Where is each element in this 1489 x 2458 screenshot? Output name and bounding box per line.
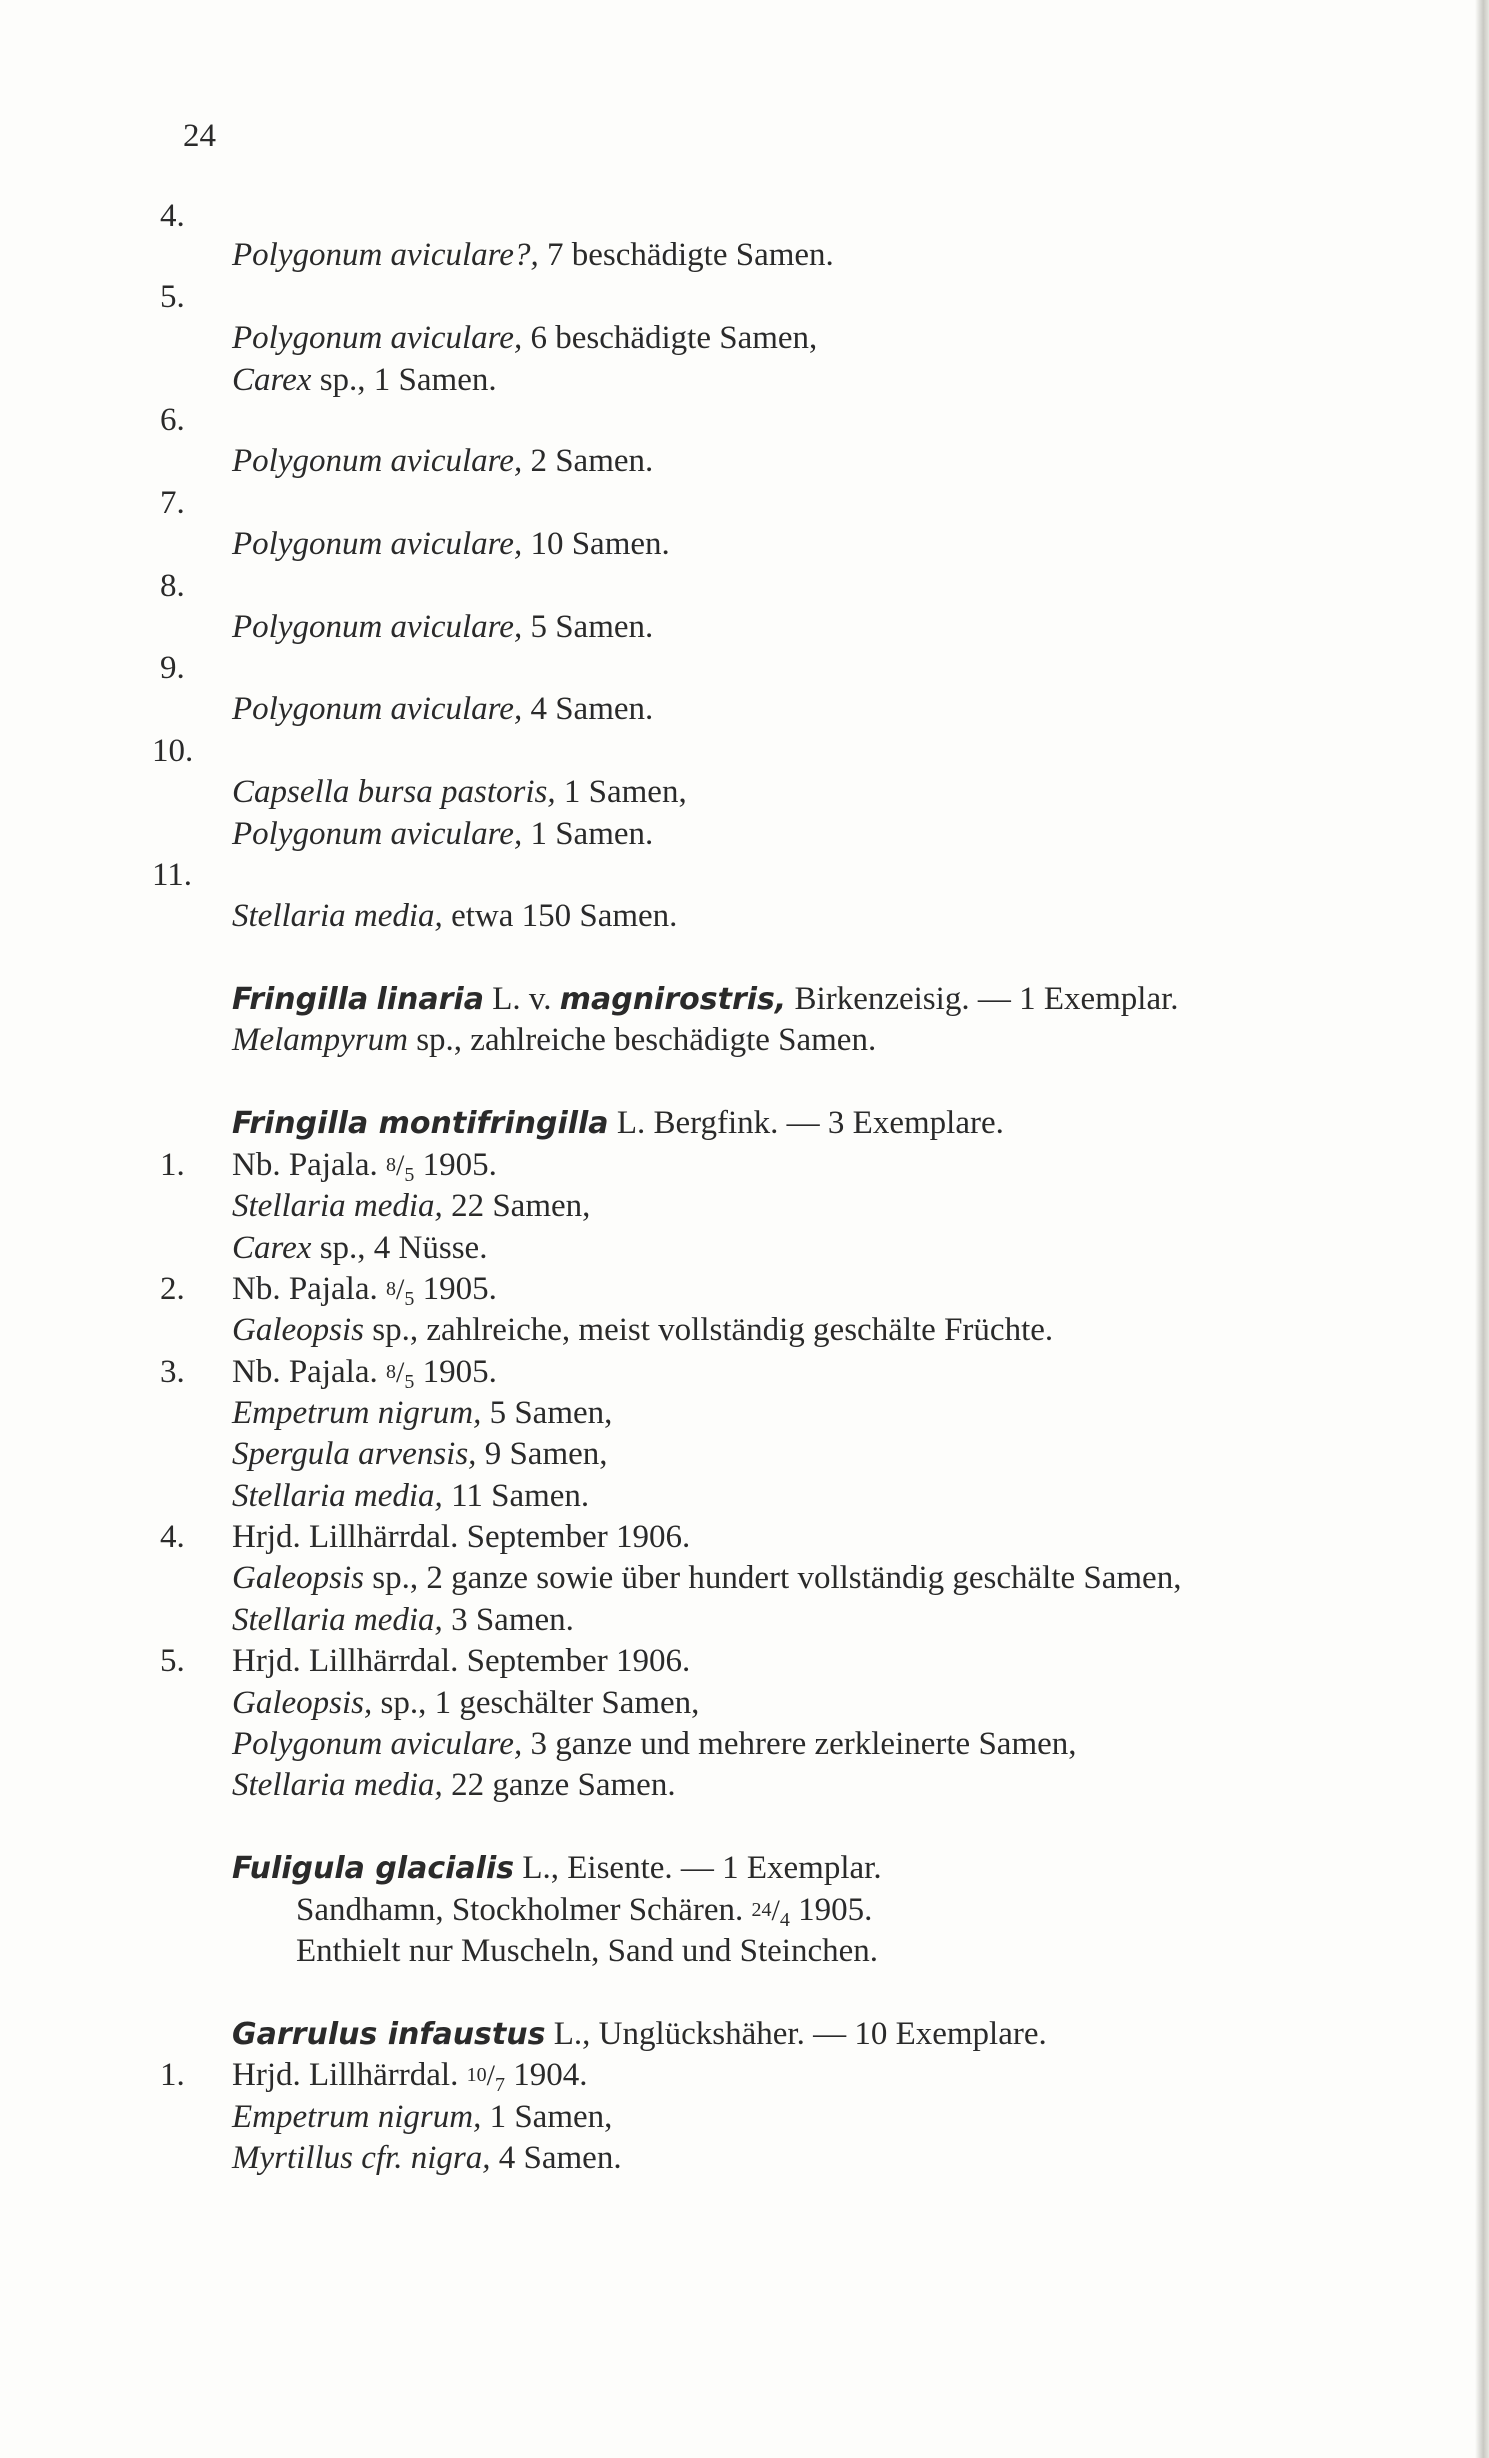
entry-detail: 22 ganze Samen. (442, 1767, 676, 1803)
date-fraction: $^8/_5$ (385, 1149, 415, 1186)
entry-detail: 2 Samen. (522, 443, 654, 479)
entry-number: 8. (160, 568, 185, 604)
entry-number: 1. (160, 1147, 185, 1183)
variety-name: magnirostris, (559, 982, 787, 1017)
fraction-denominator: 4 (779, 1909, 790, 1931)
year: 1905. (414, 1354, 497, 1390)
species-heading-name: Fringilla (232, 982, 369, 1017)
entry-detail: 4 Samen. (522, 691, 654, 727)
species-name: Polygonum aviculare, (232, 1726, 523, 1762)
entry-number: 6. (160, 402, 185, 438)
locality-line (296, 1890, 872, 1934)
species-name: Polygonum aviculare, (232, 691, 523, 727)
entry-line (232, 318, 817, 358)
species-name: Stellaria media, (232, 1767, 443, 1803)
entry-number: 5. (160, 279, 185, 315)
locality: Sandhamn, Stockholmer Schären. (296, 1892, 752, 1928)
species-heading-name: Fuligula glacialis (232, 1851, 515, 1886)
locality-line (232, 2055, 587, 2099)
entry-detail: sp., 1 geschälter Samen, (372, 1685, 700, 1721)
entry-line (232, 1600, 574, 1640)
entry-line (232, 772, 687, 812)
species-common-name: Birkenzeisig. — 1 Exemplar. (786, 981, 1179, 1017)
fraction-numerator: 24 (751, 1899, 772, 1921)
fraction-denominator: 5 (404, 1371, 415, 1393)
species-name: Stellaria media, (232, 898, 443, 934)
year: 1905. (414, 1147, 497, 1183)
entry-line (232, 524, 670, 564)
entry-line (232, 441, 653, 481)
entry-line (232, 1724, 1077, 1764)
fraction-denominator: 7 (494, 2074, 505, 2096)
species-name: Carex (232, 1230, 312, 1266)
species-name: Empetrum nigrum, (232, 2099, 482, 2135)
entry-detail: 3 ganze und mehrere zerkleinerte Samen, (522, 1726, 1077, 1762)
locality-line (232, 1641, 690, 1681)
species-heading-name: Garrulus infaustus (232, 2017, 546, 2052)
entry-detail: 22 Samen, (442, 1188, 591, 1224)
entry-line (232, 1186, 590, 1226)
entry-detail: 4 Samen. (490, 2140, 622, 2176)
entry-line (232, 1020, 876, 1060)
entry-line (232, 360, 497, 400)
entry-line (232, 1476, 589, 1516)
locality: Nb. Pajala. (232, 1354, 386, 1390)
species-name: Polygonum aviculare, (232, 320, 523, 356)
species-name: Stellaria media, (232, 1188, 443, 1224)
species-name: Stellaria media, (232, 1602, 443, 1638)
entry-detail: 1 Samen, (481, 2099, 613, 2135)
fraction-numerator: 8 (385, 1278, 396, 1300)
fraction-denominator: 5 (404, 1164, 415, 1186)
entry-line (232, 1393, 612, 1433)
species-name: Polygonum aviculare, (232, 609, 523, 645)
species-name: Stellaria media, (232, 1478, 443, 1514)
species-name: Melampyrum (232, 1022, 408, 1058)
entry-line (232, 607, 653, 647)
entry-detail: sp., 2 ganze sowie über hundert vollständig geschälte Samen, (364, 1560, 1182, 1596)
species-name: Carex (232, 362, 312, 398)
species-name: Galeopsis (232, 1312, 364, 1348)
entry-line (232, 235, 834, 275)
locality-line (232, 1352, 497, 1396)
locality: Hrjd. Lillhärrdal. September 1906. (232, 1643, 691, 1679)
entry-number: 9. (160, 650, 185, 686)
entry-number: 11. (152, 857, 193, 893)
locality-line (232, 1269, 497, 1313)
species-name: Polygonum aviculare, (232, 443, 523, 479)
entry-detail: 10 Samen. (522, 526, 670, 562)
species-name: Galeopsis, (232, 1685, 373, 1721)
entry-line (232, 2097, 612, 2137)
entry-detail: 1 Samen, (555, 774, 687, 810)
locality-line (232, 1517, 690, 1557)
entry-line (232, 896, 677, 936)
note-line: Enthielt nur Muscheln, Sand und Steinchen. (296, 1933, 878, 1969)
species-name: Polygonum aviculare, (232, 816, 523, 852)
entry-number: 10. (152, 733, 194, 769)
entry-number: 5. (160, 1643, 185, 1679)
entry-detail: sp., zahlreiche, meist vollständig geschälte Früchte. (364, 1312, 1054, 1348)
fraction-denominator: 5 (404, 1288, 415, 1310)
entry-line (232, 814, 653, 854)
species-common-name: L. Bergfink. — 3 Exemplare. (608, 1105, 1004, 1141)
species-heading (232, 979, 1179, 1020)
species-heading-name: linaria (376, 982, 484, 1017)
species-name: Capsella bursa pastoris, (232, 774, 556, 810)
species-name: Polygonum aviculare, (232, 526, 523, 562)
species-name: Myrtillus cfr. nigra, (232, 2140, 491, 2176)
species-heading (232, 2014, 1047, 2055)
locality: Nb. Pajala. (232, 1147, 386, 1183)
locality: Hrjd. Lillhärrdal. (232, 2057, 467, 2093)
entry-detail: 3 Samen. (442, 1602, 574, 1638)
entry-line (232, 1434, 608, 1474)
entry-number: 1. (160, 2057, 185, 2093)
species-common-name: L., Unglückshäher. — 10 Exemplare. (545, 2016, 1047, 2052)
page-edge-shadow (1475, 0, 1489, 2458)
fraction-numerator: 8 (385, 1361, 396, 1383)
entry-line (232, 1310, 1053, 1350)
entry-line (232, 689, 653, 729)
species-author: L. v. (483, 981, 560, 1017)
date-fraction: $^8/_5$ (385, 1273, 415, 1310)
entry-detail: 5 Samen, (481, 1395, 613, 1431)
fraction-numerator: 8 (385, 1154, 396, 1176)
entry-detail: 6 beschädigte Samen, (522, 320, 818, 356)
species-name: Spergula arvensis, (232, 1436, 477, 1472)
locality: Nb. Pajala. (232, 1271, 386, 1307)
entry-number: 4. (160, 198, 185, 234)
entry-detail: sp., zahlreiche beschädigte Samen. (407, 1022, 877, 1058)
entry-detail: sp., 4 Nüsse. (311, 1230, 488, 1266)
year: 1904. (504, 2057, 588, 2093)
entry-detail: 5 Samen. (522, 609, 654, 645)
species-name: Empetrum nigrum, (232, 1395, 482, 1431)
entry-detail: 7 beschädigte Samen. (538, 237, 834, 273)
entry-number: 4. (160, 1519, 185, 1555)
entry-number: 3. (160, 1354, 185, 1390)
locality-line (232, 1145, 497, 1189)
date-fraction: $^{24}/_4$ (751, 1894, 790, 1931)
species-heading (232, 1103, 1004, 1144)
entry-detail: 11 Samen. (442, 1478, 590, 1514)
entry-detail: 9 Samen, (476, 1436, 608, 1472)
entry-line (232, 1683, 699, 1723)
entry-detail: etwa 150 Samen. (442, 898, 678, 934)
page-number: 24 (183, 118, 216, 154)
species-common-name: L., Eisente. — 1 Exemplar. (514, 1850, 882, 1886)
entry-line (232, 1228, 487, 1268)
entry-detail: sp., 1 Samen. (311, 362, 497, 398)
species-heading (232, 1848, 882, 1889)
date-fraction: $^{10}/_7$ (466, 2059, 505, 2096)
species-name: Galeopsis (232, 1560, 364, 1596)
locality: Hrjd. Lillhärrdal. September 1906. (232, 1519, 691, 1555)
entry-line (232, 1765, 676, 1805)
date-fraction: $^8/_5$ (385, 1356, 415, 1393)
entry-number: 7. (160, 485, 185, 521)
entry-line (232, 1558, 1181, 1598)
entry-detail: 1 Samen. (522, 816, 654, 852)
species-name: Polygonum aviculare?, (232, 237, 539, 273)
year: 1905. (414, 1271, 497, 1307)
species-heading-name: Fringilla montifringilla (232, 1106, 609, 1141)
entry-number: 2. (160, 1271, 185, 1307)
entry-line (232, 2138, 622, 2178)
fraction-numerator: 10 (466, 2064, 487, 2086)
year: 1905. (789, 1892, 873, 1928)
